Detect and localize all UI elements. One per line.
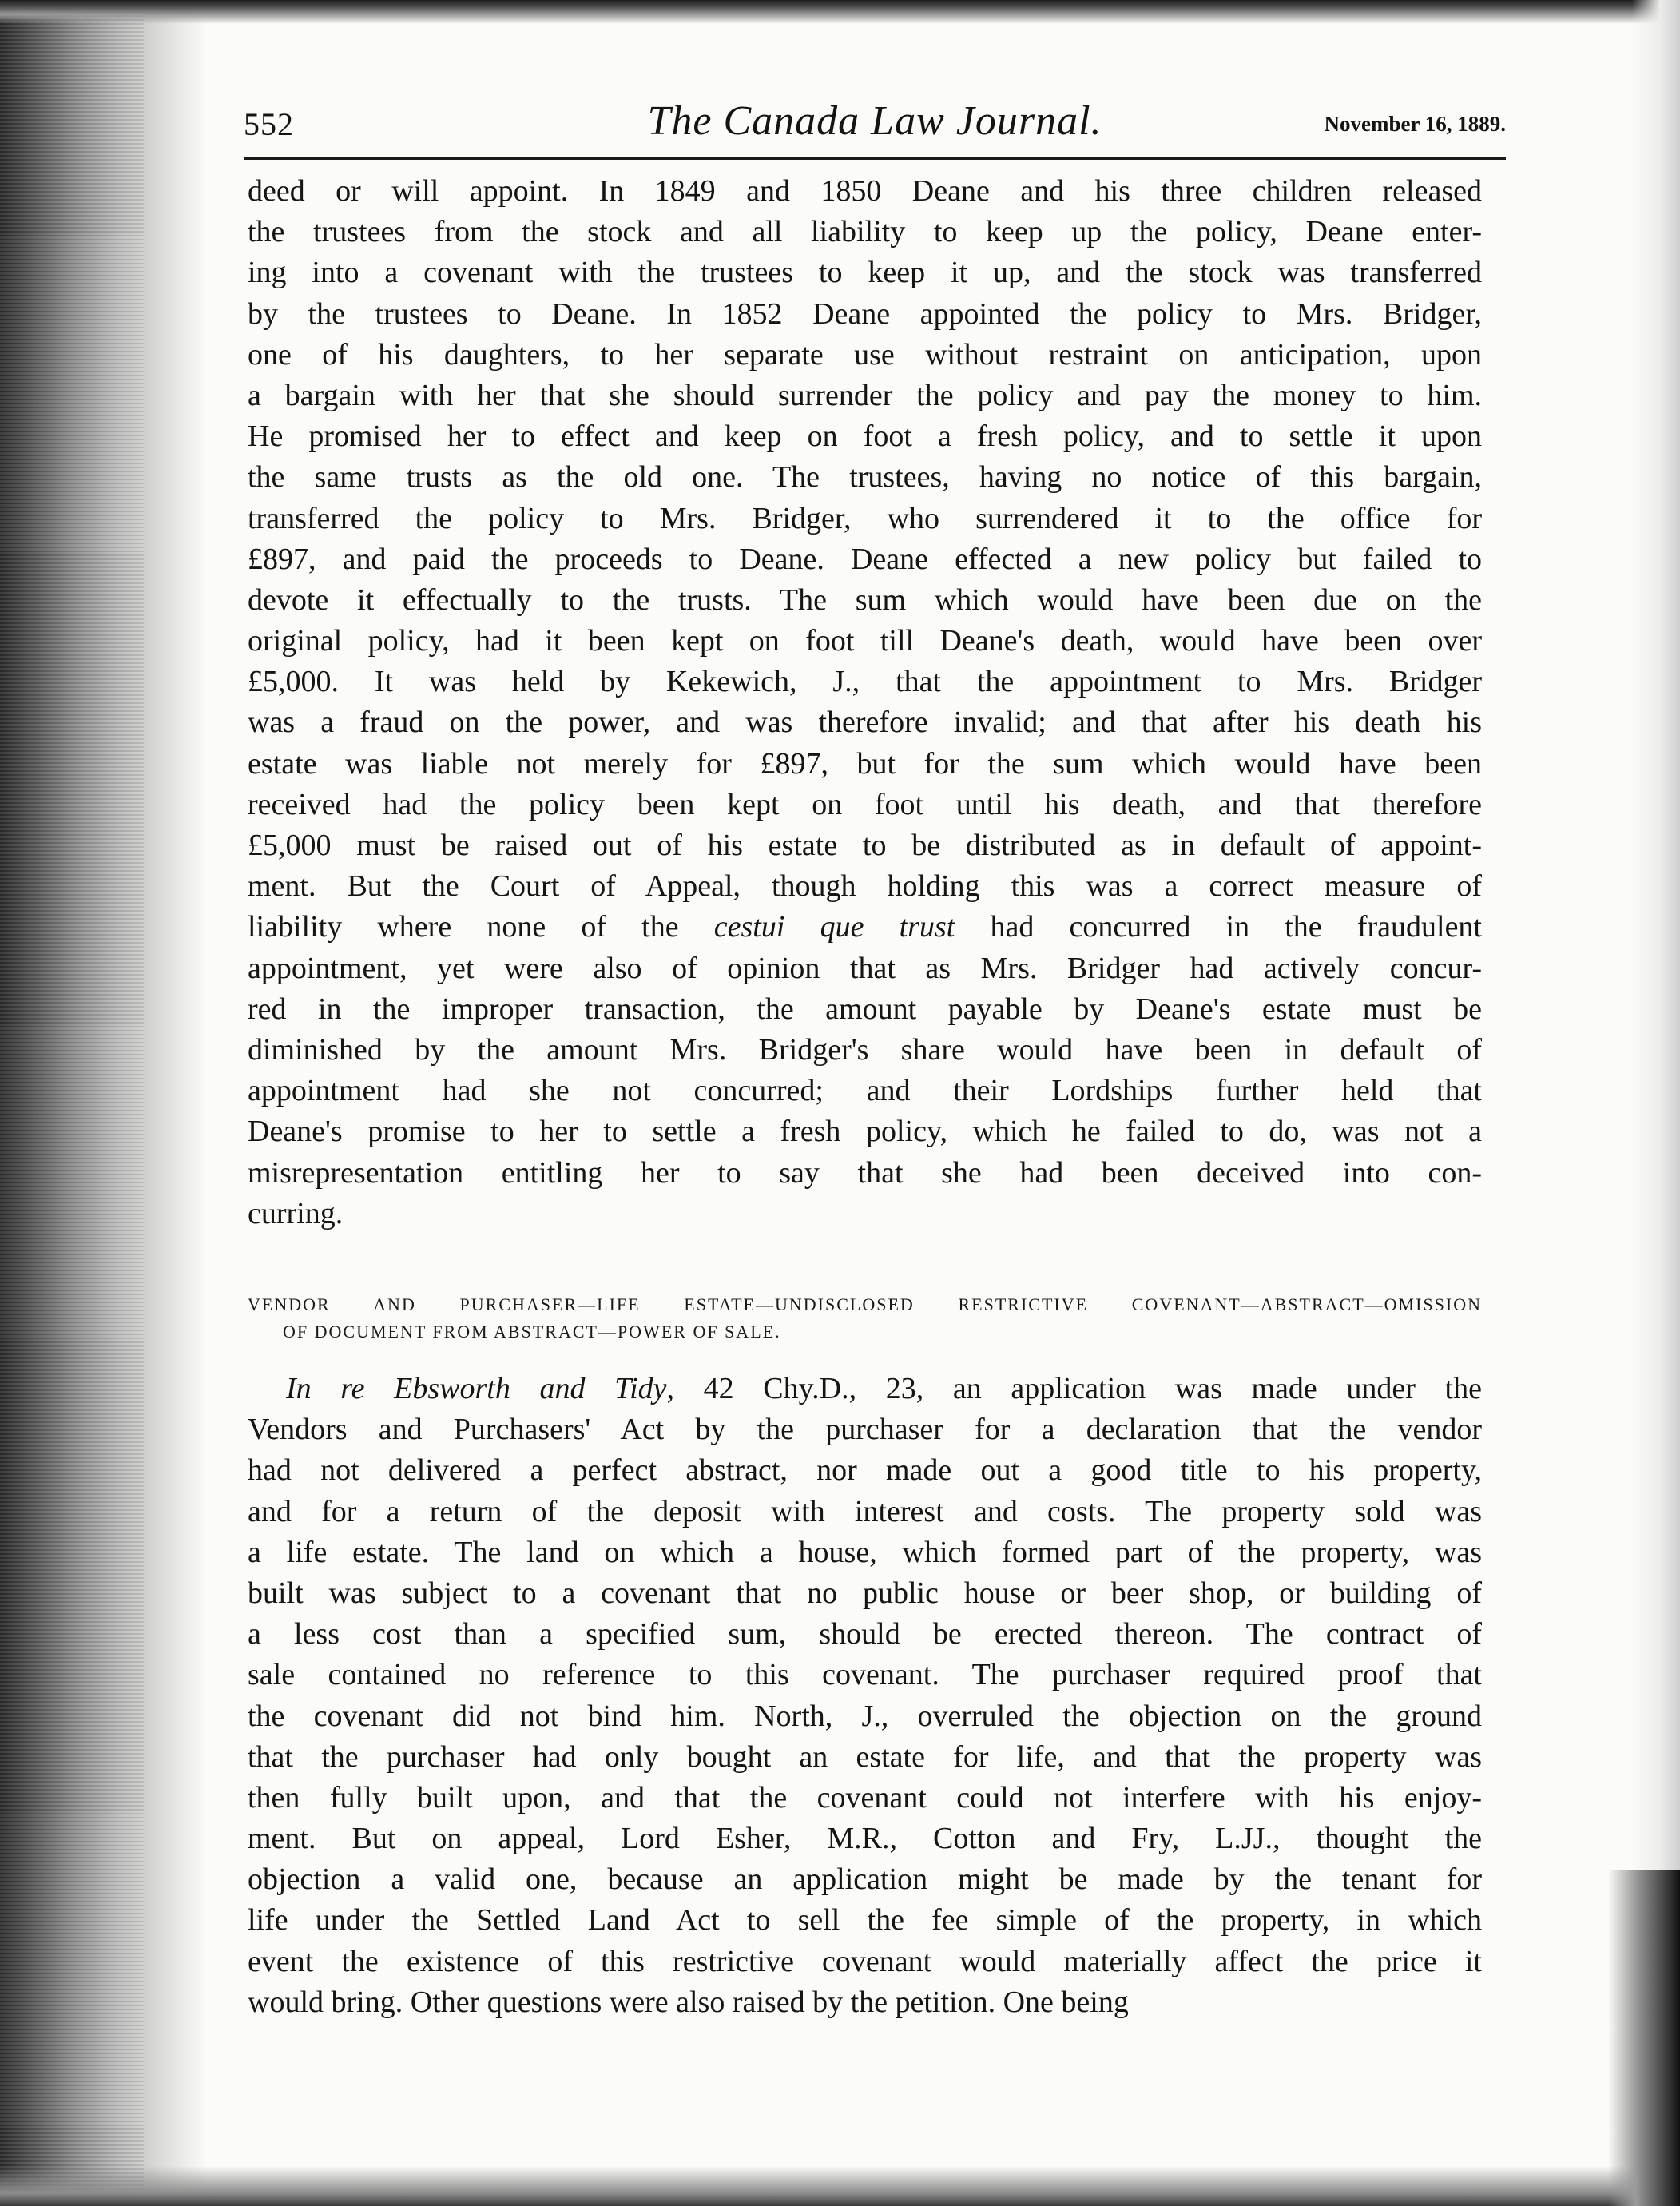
bottom-scan-edge: [0, 2166, 1680, 2206]
text-line: received had the policy been kept on foot until his death, and that therefore: [248, 787, 1482, 821]
text-line: Deane's promise to her to settle a fresh policy, which he failed to do, was not a: [248, 1115, 1482, 1149]
text-line: a life estate. The land on which a house, which formed part of the property, was: [248, 1535, 1482, 1569]
section-heading-line-1: VENDOR AND PURCHASER—LIFE ESTATE—UNDISCLOSED RESTRICTIVE COVENANT—ABSTRACT—OMISSION: [248, 1294, 1482, 1314]
text-line: [248, 1369, 1482, 1409]
text-line: would bring. Other questions were also raised by the petition. One being: [248, 1985, 1129, 2019]
section-heading: [248, 1291, 1482, 1345]
text-line: and for a return of the deposit with interest and costs. The property sold was: [248, 1494, 1482, 1528]
text-line: sale contained no reference to this covenant. The purchaser required proof that: [248, 1658, 1482, 1692]
text-line: appointment had she not concurred; and their Lordships further held that: [248, 1074, 1482, 1108]
text-line: life under the Settled Land Act to sell the fee simple of the property, in which: [248, 1903, 1482, 1938]
text-line: was a fraud on the power, and was therefore invalid; and that after his death his: [248, 706, 1482, 740]
text-line: Vendors and Purchasers' Act by the purchaser for a declaration that the vendor: [248, 1413, 1482, 1447]
top-scan-edge: [0, 0, 1680, 24]
text-line: curring.: [248, 1196, 344, 1230]
text-line: estate was liable not merely for £897, but for the sum which would have been: [248, 746, 1482, 781]
text-line: misrepresentation entitling her to say that she had been deceived into con-: [248, 1155, 1482, 1190]
text-line: £5,000. It was held by Kekewich, J., that the appointment to Mrs. Bridger: [248, 665, 1482, 699]
text-line: transferred the policy to Mrs. Bridger, who surrendered it to the office for: [248, 501, 1482, 535]
bottom-right-page-curl: [1608, 1870, 1680, 2206]
text-line: liability where none of the cestui que trust had concurred in the fraudulent: [248, 910, 1482, 944]
text-line: ing into a covenant with the trustees to keep it up, and the stock was transferred: [248, 256, 1482, 290]
text-line: diminished by the amount Mrs. Bridger's share would have been in default of: [248, 1032, 1482, 1067]
gutter-scan-noise: [0, 0, 144, 2206]
header-rule: [244, 157, 1506, 160]
text-line: a less cost than a specified sum, should be erected thereon. The contract of: [248, 1617, 1482, 1652]
case-citation: , 42 Chy.D., 23, an application was made under the: [666, 1372, 1482, 1405]
journal-title: The Canada Law Journal.: [647, 98, 1102, 144]
text-line: ment. But the Court of Appeal, though holding this was a correct measure of: [248, 869, 1482, 904]
text-line: appointment, yet were also of opinion that as Mrs. Bridger had actively concur-: [248, 951, 1482, 985]
text-line: had not delivered a perfect abstract, nor made out a good title to his property,: [248, 1453, 1482, 1488]
issue-date: November 16, 1889.: [1324, 112, 1506, 136]
text-line: £897, and paid the proceeds to Deane. Deane effected a new policy but failed to: [248, 542, 1482, 576]
text-line: by the trustees to Deane. In 1852 Deane appointed the policy to Mrs. Bridger,: [248, 296, 1482, 331]
text-line: £5,000 must be raised out of his estate to be distributed as in default of appoint-: [248, 829, 1482, 862]
text-line: the covenant did not bind him. North, J., overruled the objection on the ground: [248, 1699, 1482, 1733]
text-line: He promised her to effect and keep on foot a fresh policy, and to settle it upon: [248, 419, 1482, 454]
text-line: event the existence of this restrictive covenant would materially affect the price it: [248, 1944, 1482, 1978]
text-line: the same trusts as the old one. The trustees, having no notice of this bargain,: [248, 460, 1482, 495]
text-line: devote it effectually to the trusts. The sum which would have been due on the: [248, 582, 1482, 617]
text-line: red in the improper transaction, the amount payable by Deane's estate must be: [248, 992, 1482, 1026]
paragraph-deane-case: [248, 171, 1482, 1234]
page-number: 552: [244, 106, 294, 142]
section-heading-line-2: OF DOCUMENT FROM ABSTRACT—POWER OF SALE.: [283, 1322, 781, 1341]
text-line: a bargain with her that she should surrender the policy and pay the money to him.: [248, 378, 1482, 412]
text-line: objection a valid one, because an application might be made by the tenant for: [248, 1862, 1482, 1897]
text-line: one of his daughters, to her separate use without restraint on anticipation, upon: [248, 337, 1482, 372]
text-line: the trustees from the stock and all liability to keep up the policy, Deane enter-: [248, 215, 1482, 249]
running-header: [244, 94, 1506, 150]
paragraph-ebsworth-case: [248, 1369, 1482, 2023]
text-line: that the purchaser had only bought an estate for life, and that the property was: [248, 1739, 1482, 1774]
text-line: deed or will appoint. In 1849 and 1850 Deane and his three children released: [248, 174, 1482, 208]
text-line: original policy, had it been kept on foot till Deane's death, would have been over: [248, 624, 1482, 658]
text-line: then fully built upon, and that the covenant could not interfere with his enjoy-: [248, 1780, 1482, 1814]
case-name: In re Ebsworth and Tidy: [286, 1372, 667, 1405]
text-line: ment. But on appeal, Lord Esher, M.R., Cotton and Fry, L.JJ., thought the: [248, 1822, 1482, 1856]
italic-term: cestui que trust: [713, 910, 955, 944]
text-line: built was subject to a covenant that no public house or beer shop, or building of: [248, 1576, 1482, 1610]
